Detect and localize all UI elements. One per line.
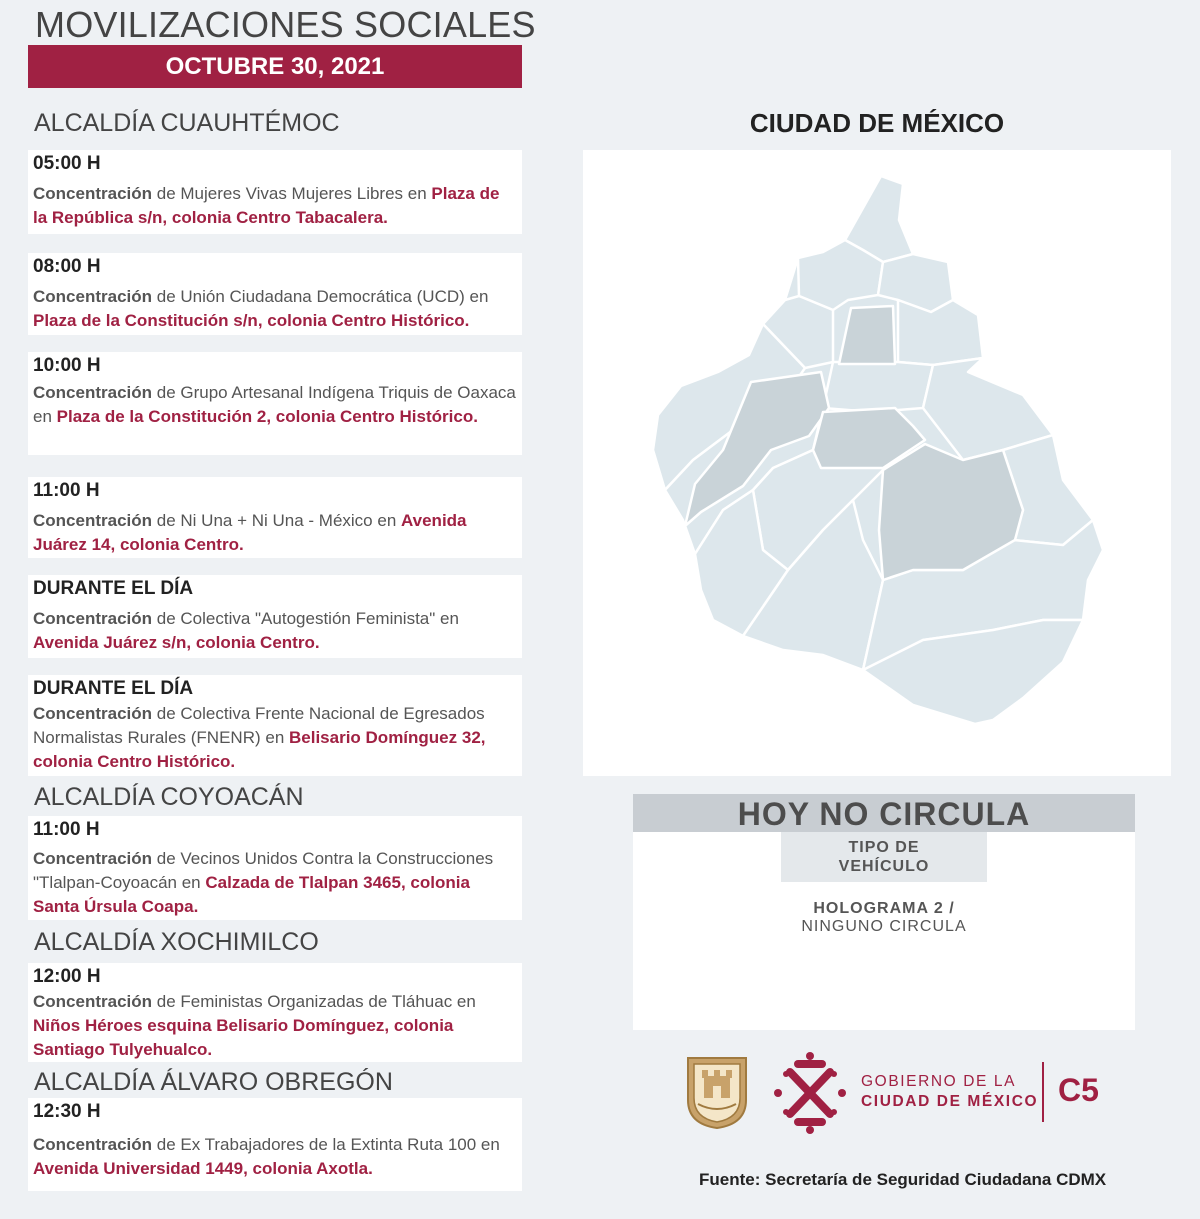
event-time: 11:00 H	[33, 480, 100, 501]
cdmx-logo-icon	[772, 1050, 848, 1136]
hoy-no-circula-title: HOY NO CIRCULA	[633, 794, 1135, 832]
map-region	[898, 300, 983, 365]
date-banner: OCTUBRE 30, 2021	[28, 45, 522, 88]
event-description	[33, 381, 517, 429]
event-location: Niños Héroes esquina Belisario Domínguez, colonia Santiago Tulyehualco.	[33, 1016, 454, 1059]
government-name-line2: CIUDAD DE MÉXICO	[861, 1093, 1039, 1110]
event-card	[28, 253, 522, 335]
event-time: DURANTE EL DÍA	[33, 678, 194, 699]
event-description	[33, 607, 517, 655]
event-card	[28, 150, 522, 234]
event-time: 08:00 H	[33, 256, 101, 277]
map-region	[823, 362, 933, 412]
event-kind: Concentración	[33, 704, 153, 723]
event-description	[33, 1133, 517, 1181]
event-kind: Concentración	[33, 383, 153, 402]
event-kind: Concentración	[33, 287, 153, 306]
event-time: 10:00 H	[33, 355, 101, 376]
event-card	[28, 675, 522, 776]
event-description	[33, 847, 517, 919]
event-location: Plaza de la República s/n, colonia Centro Tabacalera.	[33, 184, 500, 227]
event-time: 11:00 H	[33, 819, 100, 840]
event-text: de Colectiva Frente Nacional de Egresados Normalistas Rurales (FNENR) en	[33, 704, 485, 747]
government-branding	[684, 1050, 1124, 1140]
event-location: Avenida Juárez 14, colonia Centro.	[33, 511, 467, 554]
event-description	[33, 182, 517, 230]
cdmx-map	[583, 150, 1171, 776]
event-location: Avenida Universidad 1449, colonia Axotla.	[33, 1159, 373, 1178]
page-title: MOVILIZACIONES SOCIALES	[35, 4, 536, 45]
event-description	[33, 990, 517, 1062]
event-time: 05:00 H	[33, 153, 101, 174]
event-text: de Vecinos Unidos Contra la Construcciones "Tlalpan-Coyoacán en	[33, 849, 494, 892]
event-kind: Concentración	[33, 511, 153, 530]
event-kind: Concentración	[33, 184, 153, 203]
event-kind: Concentración	[33, 1135, 153, 1154]
event-location: Plaza de la Constitución s/n, colonia Centro Histórico.	[33, 311, 470, 330]
event-time: 12:30 H	[33, 1101, 101, 1122]
c5-logo: C5	[1058, 1072, 1099, 1108]
logo-divider	[1042, 1062, 1044, 1122]
event-location: Avenida Juárez s/n, colonia Centro.	[33, 633, 320, 652]
event-card	[28, 963, 522, 1062]
government-name	[861, 1072, 1038, 1112]
vehicle-type-line2: VEHÍCULO	[838, 858, 930, 875]
event-card	[28, 816, 522, 920]
event-kind: Concentración	[33, 849, 153, 868]
event-description	[33, 509, 517, 557]
event-time: 12:00 H	[33, 966, 101, 987]
government-name-line1: GOBIERNO DE LA	[861, 1073, 1017, 1090]
event-text: de Feministas Organizadas de Tláhuac en	[152, 992, 476, 1011]
alcaldia-heading: ALCALDÍA ÁLVARO OBREGÓN	[34, 1068, 393, 1096]
event-text: de Grupo Artesanal Indígena Triquis de Oaxaca en	[33, 383, 516, 426]
event-kind: Concentración	[33, 992, 153, 1011]
hoy-no-circula-panel	[633, 794, 1135, 1030]
hologram-label: HOLOGRAMA 2 /	[813, 900, 955, 917]
source-note: Fuente: Secretaría de Seguridad Ciudadana CDMX	[699, 1170, 1107, 1189]
event-location: Belisario Domínguez 32, colonia Centro Histórico.	[33, 728, 486, 771]
event-card	[28, 1098, 522, 1191]
event-card	[28, 477, 522, 558]
event-location: Calzada de Tlalpan 3465, colonia Santa Úrsula Coapa.	[33, 873, 470, 916]
circulation-status: NINGUNO CIRCULA	[801, 918, 967, 935]
event-time: DURANTE EL DÍA	[33, 578, 194, 599]
event-text: de Ex Trabajadores de la Extinta Ruta 100 en	[152, 1135, 500, 1154]
map-title: CIUDAD DE MÉXICO	[749, 108, 1005, 138]
event-description	[33, 702, 517, 774]
vehicle-type-line1: TIPO DE	[848, 839, 920, 856]
vehicle-type-box	[781, 832, 987, 882]
event-card	[28, 352, 522, 455]
alcaldia-heading: ALCALDÍA XOCHIMILCO	[34, 928, 319, 956]
event-text: de Mujeres Vivas Mujeres Libres en	[152, 184, 432, 203]
event-text: de Unión Ciudadana Democrática (UCD) en	[152, 287, 489, 306]
event-kind: Concentración	[33, 609, 153, 628]
event-card	[28, 575, 522, 658]
event-location: Plaza de la Constitución 2, colonia Centro Histórico.	[56, 407, 478, 426]
event-text: de Colectiva "Autogestión Feminista" en	[152, 609, 459, 628]
alcaldia-heading: ALCALDÍA COYOACÁN	[34, 783, 304, 811]
cdmx-map-graphic	[583, 150, 1171, 776]
event-description	[33, 285, 517, 333]
alcaldia-heading: ALCALDÍA CUAUHTÉMOC	[34, 109, 340, 137]
event-text: de Ni Una + Ni Una - México en	[152, 511, 401, 530]
coat-of-arms-icon	[684, 1054, 750, 1130]
